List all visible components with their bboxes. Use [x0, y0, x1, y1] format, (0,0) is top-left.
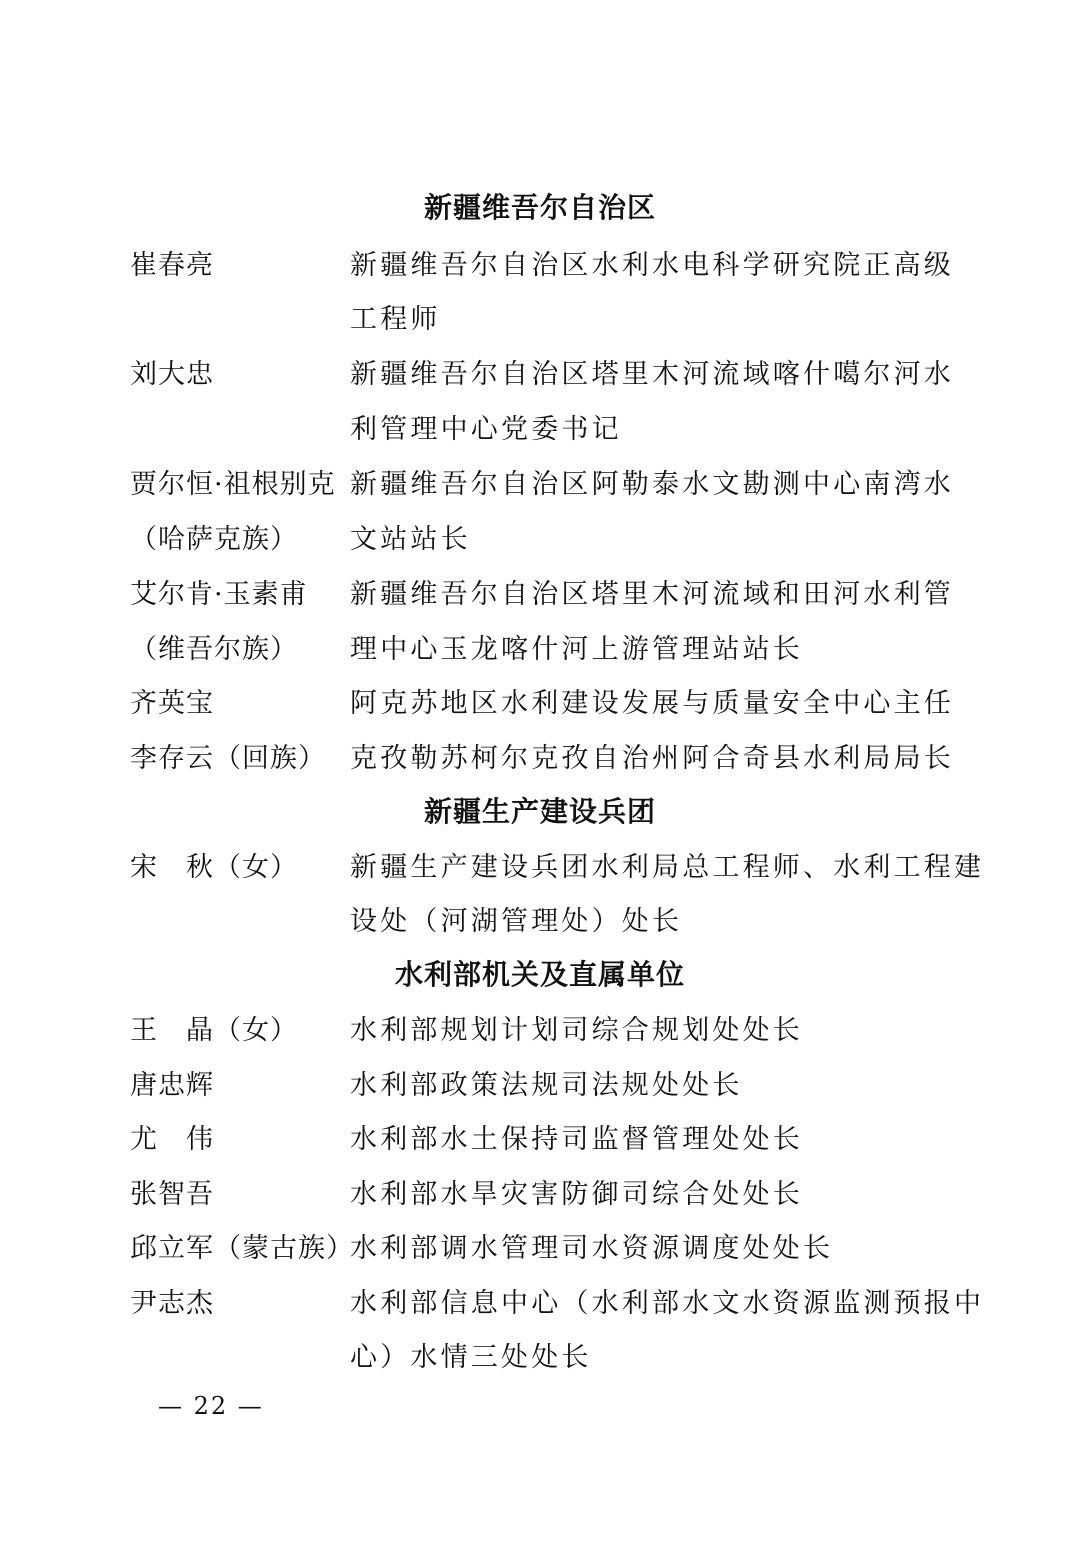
person-name: 李存云（回族） [130, 743, 326, 774]
person-ethnicity: （维吾尔族） [130, 634, 298, 665]
person-name: 唐忠辉 [130, 1070, 214, 1101]
person-name: 艾尔肯·玉素甫 [130, 579, 308, 610]
person-title: 水利部水旱灾害防御司综合处处长 [350, 1179, 803, 1210]
section-heading: 新疆维吾尔自治区 [423, 191, 656, 224]
person-name: 邱立军（蒙古族） [130, 1233, 354, 1264]
person-title: 文站站长 [350, 524, 471, 555]
person-title: 水利部政策法规司法规处处长 [350, 1070, 743, 1101]
person-name: 王 晶（女） [130, 1015, 298, 1046]
person-name: 尤 伟 [130, 1124, 214, 1155]
person-ethnicity: （哈萨克族） [130, 524, 298, 555]
person-title: 新疆维吾尔自治区塔里木河流域喀什噶尔河水 [350, 359, 954, 390]
person-name: 崔春亮 [130, 250, 214, 281]
person-title: 设处（河湖管理处）处长 [350, 906, 683, 937]
person-title: 水利部规划计划司综合规划处处长 [350, 1015, 803, 1046]
person-name: 贾尔恒·祖根别克 [130, 469, 336, 500]
person-title: 新疆维吾尔自治区水利水电科学研究院正高级 [350, 250, 954, 281]
person-name: 齐英宝 [130, 688, 214, 719]
person-name: 张智吾 [130, 1179, 214, 1210]
person-name: 尹志杰 [130, 1288, 214, 1319]
person-title: 新疆维吾尔自治区塔里木河流域和田河水利管 [350, 579, 954, 610]
person-title: 水利部水土保持司监督管理处处长 [350, 1124, 803, 1155]
person-title: 利管理中心党委书记 [350, 414, 622, 445]
page-number: — 22 — [158, 1392, 264, 1420]
person-title: 工程师 [350, 304, 441, 335]
person-title: 阿克苏地区水利建设发展与质量安全中心主任 [350, 688, 954, 719]
person-title: 克孜勒苏柯尔克孜自治州阿合奇县水利局局长 [350, 743, 954, 774]
person-title: 理中心玉龙喀什河上游管理站站长 [350, 634, 803, 665]
person-name: 刘大忠 [130, 359, 214, 390]
person-title: 心）水情三处处长 [350, 1342, 592, 1373]
person-title: 水利部信息中心（水利部水文水资源监测预报中 [350, 1288, 985, 1319]
person-title: 水利部调水管理司水资源调度处处长 [350, 1233, 834, 1264]
section-heading: 水利部机关及直属单位 [394, 958, 685, 991]
section-heading: 新疆生产建设兵团 [423, 795, 656, 828]
person-title: 新疆维吾尔自治区阿勒泰水文勘测中心南湾水 [350, 469, 954, 500]
person-name: 宋 秋（女） [130, 852, 298, 883]
person-title: 新疆生产建设兵团水利局总工程师、水利工程建 [350, 852, 985, 883]
